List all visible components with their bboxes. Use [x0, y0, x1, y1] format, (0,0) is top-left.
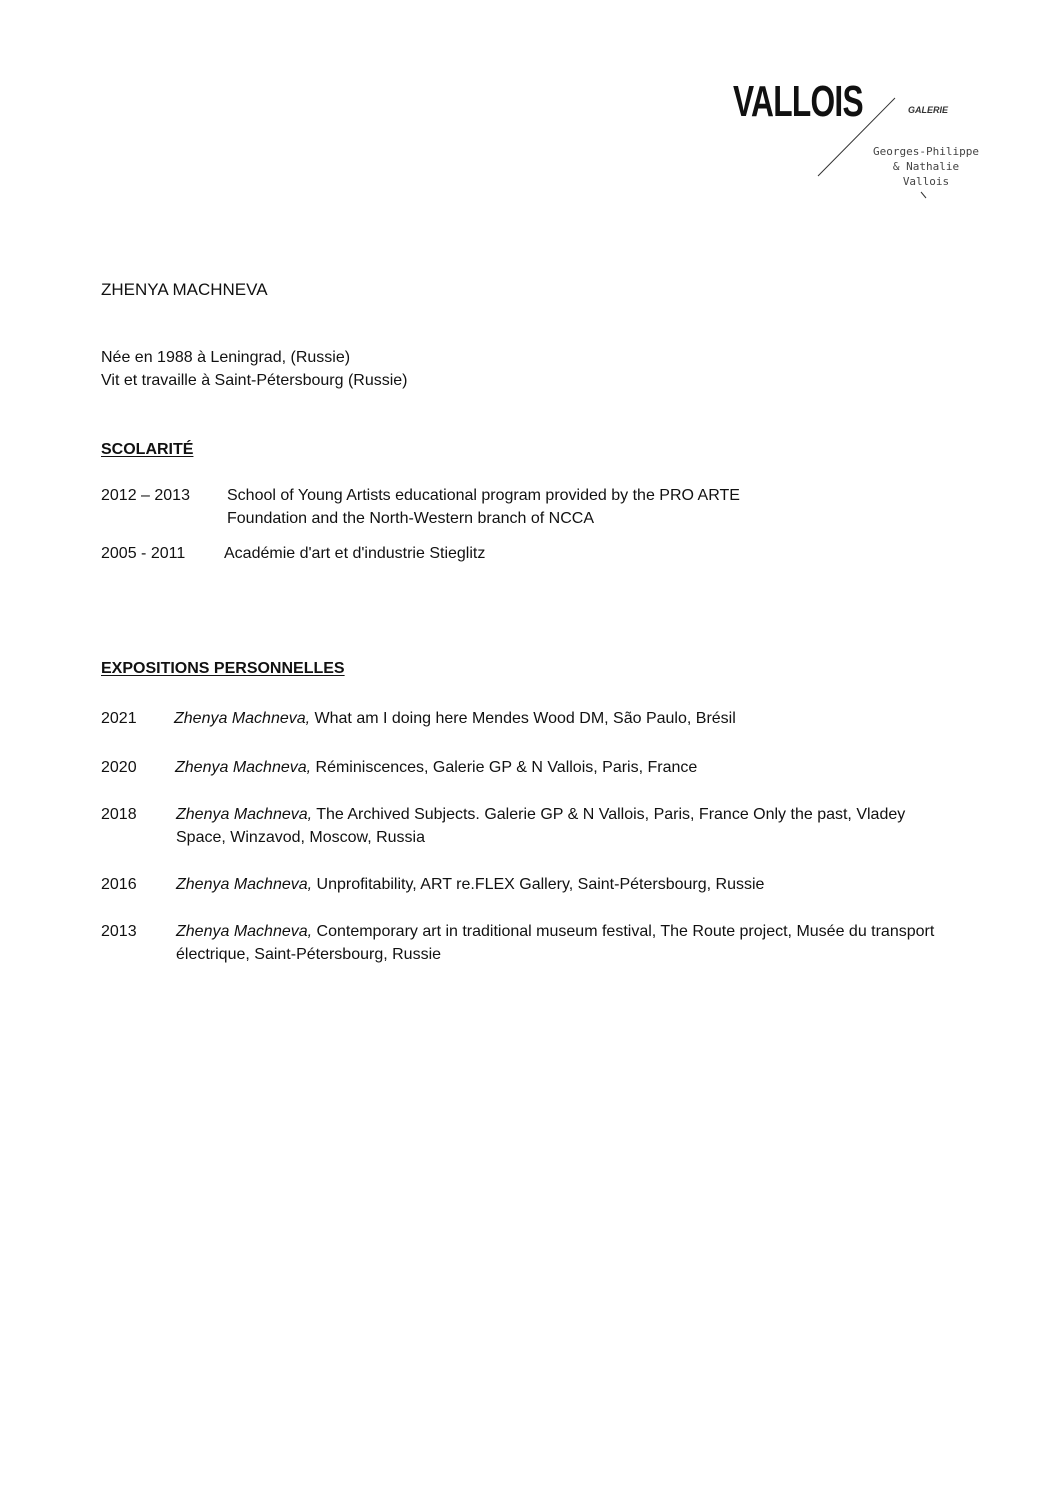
show-title: Zhenya Machneva,: [175, 759, 312, 776]
show-details: The Archived Subjects. Galerie GP & N Vallois, Paris, France Only the past, Vladey Space, Winzavod, Moscow, Russia: [176, 806, 906, 846]
education-years: 2012 – 2013: [101, 487, 190, 504]
show-year: 2016: [101, 876, 137, 893]
show-title: Zhenya Machneva,: [174, 710, 311, 727]
education-years: 2005 - 2011: [101, 545, 186, 562]
show-details: Unprofitability, ART re.FLEX Gallery, Saint-Pétersbourg, Russie: [312, 876, 765, 893]
show-year: 2018: [101, 806, 137, 823]
show-year: 2013: [101, 923, 137, 940]
birth-line: Née en 1988 à Leningrad, (Russie): [101, 349, 351, 366]
artist-name: ZHENYA MACHNEVA: [101, 280, 268, 299]
show-year: 2021: [101, 710, 137, 727]
show-year: 2020: [101, 759, 137, 776]
show-description: [176, 803, 921, 849]
education-line: School of Young Artists educational program provided by the PRO ARTE: [227, 487, 740, 504]
logo-subtitle: [870, 144, 982, 189]
logo-galerie-label: GALERIE: [908, 105, 949, 115]
education-line: Académie d'art et d'industrie Stieglitz: [224, 545, 486, 562]
show-title: Zhenya Machneva,: [176, 923, 313, 940]
show-description: [175, 756, 935, 779]
show-venue-bold: What am I doing here Mendes Wood DM,: [310, 710, 609, 727]
solo-shows-heading: EXPOSITIONS PERSONNELLES: [101, 660, 345, 677]
logo-subtitle-line: & Nathalie: [892, 160, 960, 173]
education-line: Foundation and the North-Western branch of NCCA: [227, 510, 595, 527]
logo-wordmark: VALLOIS: [733, 77, 863, 126]
residence-line: Vit et travaille à Saint-Pétersbourg (Russie): [101, 372, 408, 389]
education-description: [224, 542, 944, 565]
show-country: Brésil: [695, 710, 736, 727]
gallery-logo: [730, 77, 1000, 210]
show-description: [176, 920, 936, 966]
show-title: Zhenya Machneva,: [176, 876, 313, 893]
artist-bio: [101, 346, 408, 392]
education-description: [227, 484, 947, 530]
show-description: [174, 707, 934, 730]
show-location: São Paulo,: [608, 710, 696, 727]
show-details: Réminiscences, Galerie GP & N Vallois, Paris, France: [311, 759, 698, 776]
education-heading: SCOLARITÉ: [101, 441, 194, 458]
show-description: [176, 873, 936, 896]
show-title: Zhenya Machneva,: [176, 806, 313, 823]
logo-subtitle-line: Georges-Philippe: [873, 145, 979, 158]
logo-subtitle-line: Vallois: [902, 175, 950, 188]
show-details: Contemporary art in traditional museum festival, The Route project, Musée du transport électrique, Saint-Pétersbourg, Russie: [176, 923, 935, 963]
